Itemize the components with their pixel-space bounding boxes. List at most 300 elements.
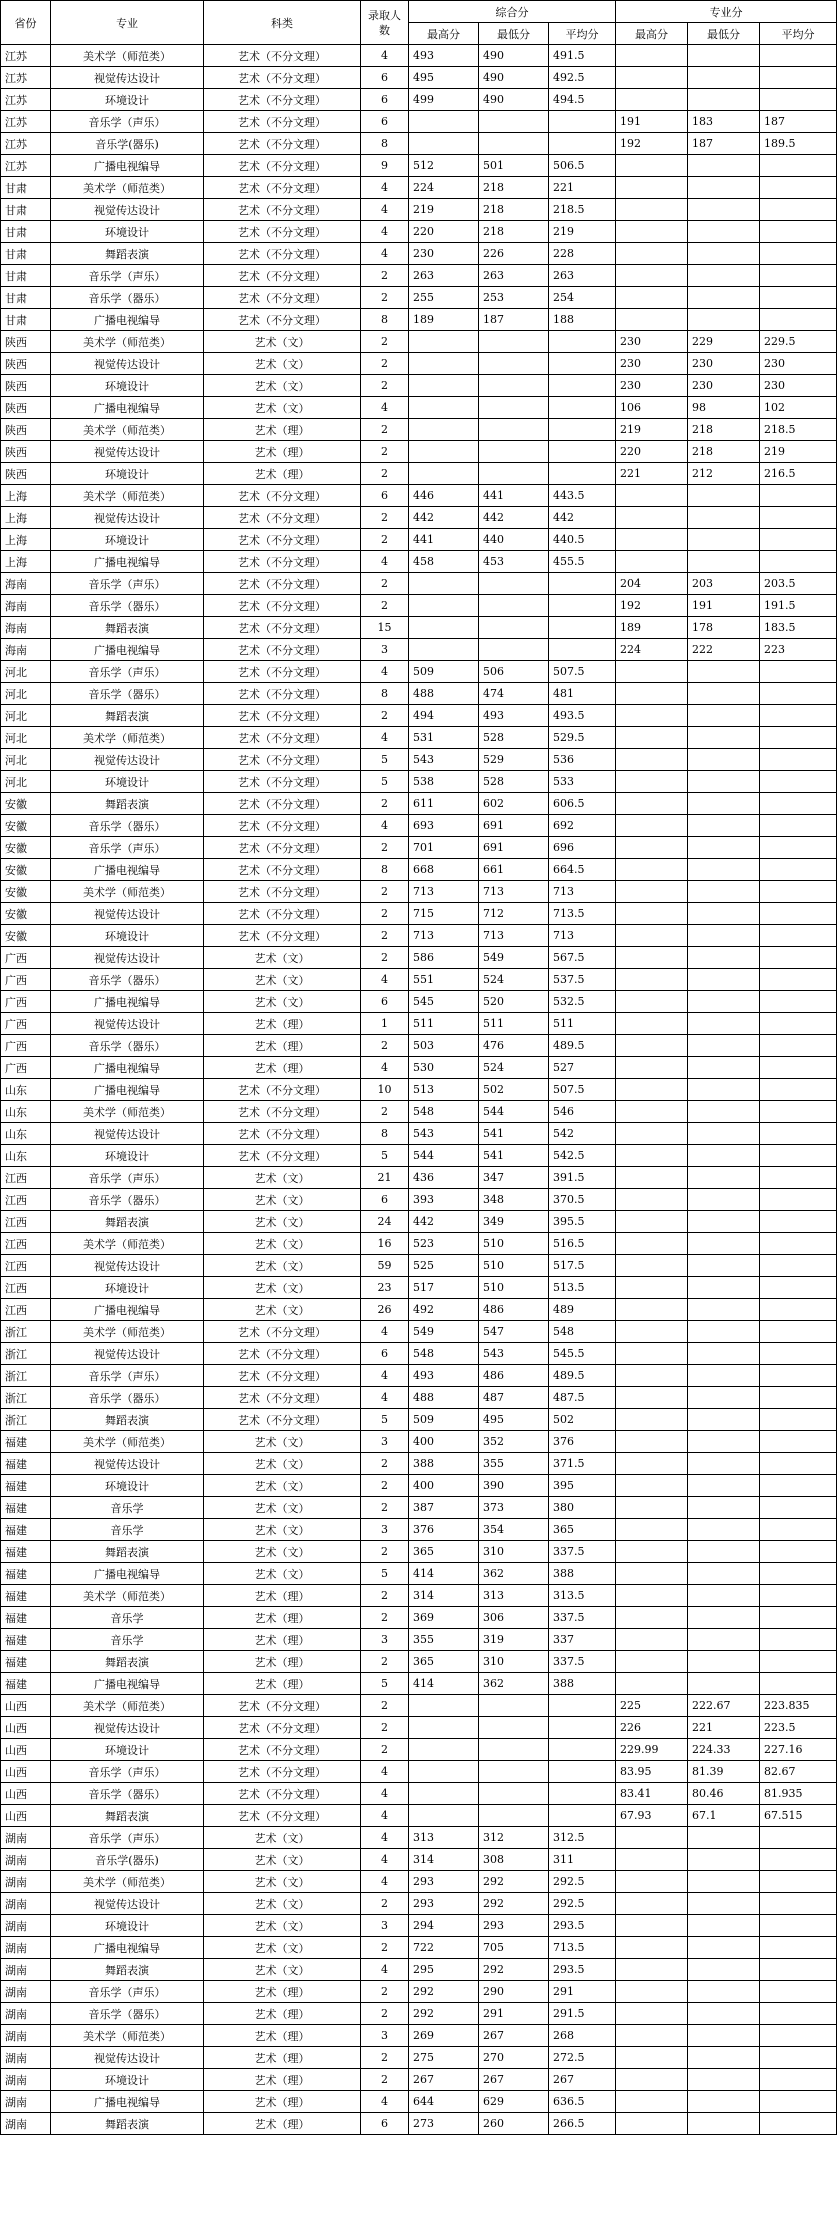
composite-low-cell: 349 xyxy=(479,1211,549,1233)
category-cell: 艺术（不分文理） xyxy=(204,1321,361,1343)
composite-avg-cell xyxy=(549,1783,616,1805)
major-cell: 广播电视编导 xyxy=(51,1057,204,1079)
table-row xyxy=(1,1717,837,1739)
header-professional-score: 专业分 xyxy=(616,1,837,23)
category-cell: 艺术（理） xyxy=(204,2091,361,2113)
composite-low-cell: 547 xyxy=(479,1321,549,1343)
composite-avg-cell: 268 xyxy=(549,2025,616,2047)
professional-low-cell xyxy=(688,221,760,243)
composite-avg-cell: 489.5 xyxy=(549,1035,616,1057)
category-cell: 艺术（理） xyxy=(204,2025,361,2047)
category-cell: 艺术（文） xyxy=(204,353,361,375)
professional-low-cell xyxy=(688,815,760,837)
composite-high-cell: 492 xyxy=(409,1299,479,1321)
admitted-count-cell: 6 xyxy=(361,1189,409,1211)
composite-avg-cell: 487.5 xyxy=(549,1387,616,1409)
composite-low-cell xyxy=(479,1783,549,1805)
professional-avg-cell xyxy=(760,1849,837,1871)
composite-low-cell: 263 xyxy=(479,265,549,287)
composite-avg-cell: 337.5 xyxy=(549,1541,616,1563)
composite-high-cell: 293 xyxy=(409,1893,479,1915)
admitted-count-cell: 6 xyxy=(361,89,409,111)
admitted-count-cell: 4 xyxy=(361,1805,409,1827)
category-cell: 艺术（不分文理） xyxy=(204,1145,361,1167)
composite-avg-cell: 507.5 xyxy=(549,661,616,683)
professional-high-cell xyxy=(616,1123,688,1145)
major-cell: 环境设计 xyxy=(51,529,204,551)
province-cell: 河北 xyxy=(1,771,51,793)
composite-avg-cell: 188 xyxy=(549,309,616,331)
professional-low-cell xyxy=(688,705,760,727)
composite-high-cell: 365 xyxy=(409,1651,479,1673)
province-cell: 福建 xyxy=(1,1431,51,1453)
composite-avg-cell xyxy=(549,463,616,485)
major-cell: 环境设计 xyxy=(51,221,204,243)
professional-high-cell xyxy=(616,1057,688,1079)
composite-avg-cell xyxy=(549,331,616,353)
province-cell: 安徽 xyxy=(1,837,51,859)
table-row xyxy=(1,331,837,353)
professional-low-cell xyxy=(688,2091,760,2113)
professional-low-cell xyxy=(688,1365,760,1387)
table-row xyxy=(1,45,837,67)
professional-low-cell xyxy=(688,1299,760,1321)
admitted-count-cell: 3 xyxy=(361,1519,409,1541)
composite-high-cell: 269 xyxy=(409,2025,479,2047)
composite-high-cell: 530 xyxy=(409,1057,479,1079)
category-cell: 艺术（不分文理） xyxy=(204,243,361,265)
professional-avg-cell xyxy=(760,1585,837,1607)
province-cell: 福建 xyxy=(1,1629,51,1651)
professional-avg-cell xyxy=(760,1519,837,1541)
category-cell: 艺术（不分文理） xyxy=(204,1079,361,1101)
professional-low-cell xyxy=(688,2113,760,2135)
composite-low-cell: 490 xyxy=(479,89,549,111)
composite-high-cell: 293 xyxy=(409,1871,479,1893)
province-cell: 山西 xyxy=(1,1783,51,1805)
professional-high-cell xyxy=(616,155,688,177)
professional-avg-cell xyxy=(760,1937,837,1959)
composite-avg-cell: 292.5 xyxy=(549,1871,616,1893)
composite-low-cell xyxy=(479,463,549,485)
professional-high-cell xyxy=(616,1431,688,1453)
professional-high-cell xyxy=(616,1189,688,1211)
major-cell: 音乐学 xyxy=(51,1497,204,1519)
table-row xyxy=(1,859,837,881)
professional-avg-cell xyxy=(760,1233,837,1255)
major-cell: 广播电视编导 xyxy=(51,991,204,1013)
major-cell: 音乐学（声乐） xyxy=(51,1167,204,1189)
province-cell: 福建 xyxy=(1,1563,51,1585)
category-cell: 艺术（文） xyxy=(204,397,361,419)
professional-avg-cell: 102 xyxy=(760,397,837,419)
professional-high-cell xyxy=(616,925,688,947)
composite-high-cell: 220 xyxy=(409,221,479,243)
category-cell: 艺术（不分文理） xyxy=(204,529,361,551)
major-cell: 舞蹈表演 xyxy=(51,2113,204,2135)
professional-low-cell xyxy=(688,1387,760,1409)
composite-low-cell: 226 xyxy=(479,243,549,265)
professional-low-cell xyxy=(688,1915,760,1937)
province-cell: 山西 xyxy=(1,1805,51,1827)
header-composite-high: 最高分 xyxy=(409,23,479,45)
composite-high-cell xyxy=(409,331,479,353)
composite-avg-cell xyxy=(549,1717,616,1739)
professional-low-cell: 183 xyxy=(688,111,760,133)
composite-low-cell: 493 xyxy=(479,705,549,727)
province-cell: 广西 xyxy=(1,991,51,1013)
professional-avg-cell xyxy=(760,1013,837,1035)
table-row xyxy=(1,1321,837,1343)
professional-avg-cell xyxy=(760,1409,837,1431)
header-composite-low: 最低分 xyxy=(479,23,549,45)
professional-high-cell xyxy=(616,67,688,89)
professional-low-cell: 229 xyxy=(688,331,760,353)
admitted-count-cell: 2 xyxy=(361,1893,409,1915)
category-cell: 艺术（不分文理） xyxy=(204,683,361,705)
professional-low-cell xyxy=(688,1585,760,1607)
professional-avg-cell xyxy=(760,793,837,815)
professional-avg-cell xyxy=(760,683,837,705)
table-row xyxy=(1,2113,837,2135)
composite-high-cell: 365 xyxy=(409,1541,479,1563)
composite-avg-cell: 388 xyxy=(549,1673,616,1695)
admitted-count-cell: 2 xyxy=(361,529,409,551)
admitted-count-cell: 4 xyxy=(361,661,409,683)
composite-high-cell: 388 xyxy=(409,1453,479,1475)
professional-high-cell: 230 xyxy=(616,331,688,353)
province-cell: 甘肃 xyxy=(1,177,51,199)
table-row xyxy=(1,2003,837,2025)
category-cell: 艺术（不分文理） xyxy=(204,133,361,155)
composite-low-cell: 354 xyxy=(479,1519,549,1541)
major-cell: 环境设计 xyxy=(51,925,204,947)
major-cell: 广播电视编导 xyxy=(51,551,204,573)
professional-avg-cell: 191.5 xyxy=(760,595,837,617)
table-row xyxy=(1,1387,837,1409)
major-cell: 舞蹈表演 xyxy=(51,1409,204,1431)
category-cell: 艺术（不分文理） xyxy=(204,1761,361,1783)
professional-avg-cell xyxy=(760,1673,837,1695)
composite-avg-cell: 221 xyxy=(549,177,616,199)
professional-avg-cell xyxy=(760,177,837,199)
composite-high-cell: 668 xyxy=(409,859,479,881)
table-row xyxy=(1,67,837,89)
admitted-count-cell: 1 xyxy=(361,1013,409,1035)
professional-avg-cell xyxy=(760,947,837,969)
composite-low-cell: 661 xyxy=(479,859,549,881)
table-row xyxy=(1,265,837,287)
professional-high-cell xyxy=(616,45,688,67)
province-cell: 福建 xyxy=(1,1519,51,1541)
composite-avg-cell: 443.5 xyxy=(549,485,616,507)
composite-avg-cell: 527 xyxy=(549,1057,616,1079)
major-cell: 音乐学（声乐） xyxy=(51,1365,204,1387)
composite-high-cell: 313 xyxy=(409,1827,479,1849)
province-cell: 广西 xyxy=(1,969,51,991)
composite-high-cell: 713 xyxy=(409,881,479,903)
professional-high-cell xyxy=(616,287,688,309)
professional-avg-cell xyxy=(760,221,837,243)
category-cell: 艺术（文） xyxy=(204,1233,361,1255)
table-row xyxy=(1,2091,837,2113)
composite-high-cell: 314 xyxy=(409,1585,479,1607)
table-row xyxy=(1,397,837,419)
composite-high-cell: 355 xyxy=(409,1629,479,1651)
province-cell: 安徽 xyxy=(1,925,51,947)
professional-high-cell xyxy=(616,1893,688,1915)
professional-avg-cell: 223 xyxy=(760,639,837,661)
admitted-count-cell: 4 xyxy=(361,397,409,419)
composite-avg-cell: 696 xyxy=(549,837,616,859)
admitted-count-cell: 2 xyxy=(361,1585,409,1607)
table-row xyxy=(1,309,837,331)
professional-low-cell xyxy=(688,309,760,331)
composite-avg-cell: 545.5 xyxy=(549,1343,616,1365)
province-cell: 陕西 xyxy=(1,419,51,441)
category-cell: 艺术（理） xyxy=(204,2069,361,2091)
category-cell: 艺术（文） xyxy=(204,1871,361,1893)
category-cell: 艺术（不分文理） xyxy=(204,1717,361,1739)
admitted-count-cell: 5 xyxy=(361,1673,409,1695)
admitted-count-cell: 4 xyxy=(361,221,409,243)
table-row xyxy=(1,419,837,441)
province-cell: 山东 xyxy=(1,1123,51,1145)
composite-avg-cell: 481 xyxy=(549,683,616,705)
professional-avg-cell xyxy=(760,661,837,683)
admitted-count-cell: 4 xyxy=(361,727,409,749)
professional-low-cell xyxy=(688,1431,760,1453)
composite-low-cell: 529 xyxy=(479,749,549,771)
composite-avg-cell: 511 xyxy=(549,1013,616,1035)
professional-low-cell xyxy=(688,155,760,177)
admitted-count-cell: 2 xyxy=(361,903,409,925)
composite-low-cell: 260 xyxy=(479,2113,549,2135)
major-cell: 视觉传达设计 xyxy=(51,441,204,463)
composite-low-cell: 293 xyxy=(479,1915,549,1937)
professional-high-cell xyxy=(616,1585,688,1607)
composite-high-cell: 219 xyxy=(409,199,479,221)
major-cell: 环境设计 xyxy=(51,771,204,793)
category-cell: 艺术（不分文理） xyxy=(204,1387,361,1409)
composite-low-cell xyxy=(479,375,549,397)
composite-avg-cell: 493.5 xyxy=(549,705,616,727)
header-composite-score: 综合分 xyxy=(409,1,616,23)
composite-high-cell: 400 xyxy=(409,1475,479,1497)
major-cell: 广播电视编导 xyxy=(51,309,204,331)
professional-avg-cell xyxy=(760,771,837,793)
category-cell: 艺术（理） xyxy=(204,1607,361,1629)
category-cell: 艺术（文） xyxy=(204,969,361,991)
province-cell: 江西 xyxy=(1,1255,51,1277)
table-row xyxy=(1,661,837,683)
table-row xyxy=(1,551,837,573)
professional-high-cell xyxy=(616,551,688,573)
admitted-count-cell: 2 xyxy=(361,1607,409,1629)
professional-low-cell xyxy=(688,1871,760,1893)
composite-low-cell: 310 xyxy=(479,1541,549,1563)
province-cell: 浙江 xyxy=(1,1343,51,1365)
category-cell: 艺术（文） xyxy=(204,1827,361,1849)
professional-avg-cell xyxy=(760,2069,837,2091)
composite-high-cell xyxy=(409,573,479,595)
professional-avg-cell xyxy=(760,1431,837,1453)
professional-avg-cell xyxy=(760,1343,837,1365)
composite-high-cell xyxy=(409,463,479,485)
table-row xyxy=(1,199,837,221)
table-row xyxy=(1,441,837,463)
table-row xyxy=(1,1607,837,1629)
composite-low-cell: 310 xyxy=(479,1651,549,1673)
major-cell: 美术学（师范类） xyxy=(51,881,204,903)
category-cell: 艺术（不分文理） xyxy=(204,705,361,727)
professional-low-cell xyxy=(688,287,760,309)
category-cell: 艺术（不分文理） xyxy=(204,617,361,639)
province-cell: 浙江 xyxy=(1,1321,51,1343)
table-row xyxy=(1,1629,837,1651)
professional-avg-cell xyxy=(760,1189,837,1211)
composite-high-cell xyxy=(409,1783,479,1805)
composite-low-cell: 502 xyxy=(479,1079,549,1101)
professional-avg-cell xyxy=(760,2047,837,2069)
composite-avg-cell: 380 xyxy=(549,1497,616,1519)
composite-high-cell: 314 xyxy=(409,1849,479,1871)
composite-high-cell: 458 xyxy=(409,551,479,573)
professional-high-cell xyxy=(616,815,688,837)
table-row xyxy=(1,1299,837,1321)
composite-high-cell: 189 xyxy=(409,309,479,331)
table-row xyxy=(1,2047,837,2069)
composite-high-cell: 441 xyxy=(409,529,479,551)
professional-avg-cell xyxy=(760,1035,837,1057)
professional-low-cell xyxy=(688,1541,760,1563)
composite-avg-cell xyxy=(549,1739,616,1761)
professional-low-cell xyxy=(688,89,760,111)
professional-avg-cell xyxy=(760,89,837,111)
composite-avg-cell: 548 xyxy=(549,1321,616,1343)
professional-low-cell xyxy=(688,67,760,89)
table-row xyxy=(1,1145,837,1167)
professional-low-cell xyxy=(688,1893,760,1915)
admitted-count-cell: 16 xyxy=(361,1233,409,1255)
major-cell: 视觉传达设计 xyxy=(51,67,204,89)
professional-low-cell xyxy=(688,1981,760,2003)
composite-high-cell xyxy=(409,133,479,155)
professional-low-cell xyxy=(688,2025,760,2047)
professional-high-cell xyxy=(616,1673,688,1695)
admitted-count-cell: 2 xyxy=(361,925,409,947)
composite-high-cell: 488 xyxy=(409,683,479,705)
admitted-count-cell: 2 xyxy=(361,353,409,375)
professional-avg-cell xyxy=(760,1453,837,1475)
major-cell: 环境设计 xyxy=(51,1915,204,1937)
composite-avg-cell xyxy=(549,375,616,397)
professional-high-cell xyxy=(616,1211,688,1233)
composite-avg-cell: 516.5 xyxy=(549,1233,616,1255)
professional-low-cell: 187 xyxy=(688,133,760,155)
major-cell: 环境设计 xyxy=(51,1475,204,1497)
professional-low-cell xyxy=(688,1651,760,1673)
province-cell: 河北 xyxy=(1,749,51,771)
major-cell: 舞蹈表演 xyxy=(51,1805,204,1827)
admitted-count-cell: 3 xyxy=(361,2025,409,2047)
admitted-count-cell: 4 xyxy=(361,1871,409,1893)
composite-low-cell: 602 xyxy=(479,793,549,815)
admitted-count-cell: 2 xyxy=(361,1035,409,1057)
professional-low-cell xyxy=(688,1101,760,1123)
province-cell: 湖南 xyxy=(1,2047,51,2069)
professional-low-cell xyxy=(688,1497,760,1519)
professional-low-cell xyxy=(688,1959,760,1981)
major-cell: 舞蹈表演 xyxy=(51,617,204,639)
composite-high-cell: 509 xyxy=(409,661,479,683)
composite-avg-cell: 311 xyxy=(549,1849,616,1871)
composite-avg-cell: 542.5 xyxy=(549,1145,616,1167)
major-cell: 视觉传达设计 xyxy=(51,353,204,375)
composite-avg-cell xyxy=(549,1695,616,1717)
category-cell: 艺术（文） xyxy=(204,1475,361,1497)
professional-low-cell xyxy=(688,1145,760,1167)
professional-avg-cell: 203.5 xyxy=(760,573,837,595)
table-row xyxy=(1,903,837,925)
table-row xyxy=(1,1937,837,1959)
province-cell: 安徽 xyxy=(1,903,51,925)
professional-low-cell xyxy=(688,199,760,221)
province-cell: 湖南 xyxy=(1,2003,51,2025)
table-row xyxy=(1,881,837,903)
professional-high-cell xyxy=(616,1651,688,1673)
table-row xyxy=(1,1123,837,1145)
admitted-count-cell: 24 xyxy=(361,1211,409,1233)
professional-high-cell xyxy=(616,683,688,705)
professional-avg-cell xyxy=(760,1387,837,1409)
composite-low-cell: 292 xyxy=(479,1959,549,1981)
province-cell: 河北 xyxy=(1,661,51,683)
category-cell: 艺术（不分文理） xyxy=(204,749,361,771)
admitted-count-cell: 2 xyxy=(361,2069,409,2091)
composite-high-cell: 292 xyxy=(409,2003,479,2025)
professional-high-cell xyxy=(616,1145,688,1167)
header-admitted: 录取人数 xyxy=(361,1,409,45)
professional-high-cell xyxy=(616,309,688,331)
professional-low-cell: 98 xyxy=(688,397,760,419)
major-cell: 音乐学（器乐） xyxy=(51,815,204,837)
major-cell: 音乐学（器乐） xyxy=(51,1189,204,1211)
table-row xyxy=(1,1233,837,1255)
admitted-count-cell: 5 xyxy=(361,1563,409,1585)
composite-low-cell: 352 xyxy=(479,1431,549,1453)
province-cell: 山西 xyxy=(1,1739,51,1761)
composite-avg-cell: 272.5 xyxy=(549,2047,616,2069)
professional-low-cell: 67.1 xyxy=(688,1805,760,1827)
composite-high-cell: 551 xyxy=(409,969,479,991)
professional-low-cell xyxy=(688,177,760,199)
composite-avg-cell: 219 xyxy=(549,221,616,243)
table-row xyxy=(1,815,837,837)
professional-avg-cell: 223.5 xyxy=(760,1717,837,1739)
composite-high-cell xyxy=(409,397,479,419)
major-cell: 环境设计 xyxy=(51,463,204,485)
admitted-count-cell: 5 xyxy=(361,1409,409,1431)
professional-avg-cell xyxy=(760,705,837,727)
major-cell: 舞蹈表演 xyxy=(51,705,204,727)
composite-avg-cell: 507.5 xyxy=(549,1079,616,1101)
category-cell: 艺术（理） xyxy=(204,441,361,463)
province-cell: 甘肃 xyxy=(1,265,51,287)
major-cell: 美术学（师范类） xyxy=(51,177,204,199)
major-cell: 视觉传达设计 xyxy=(51,1893,204,1915)
category-cell: 艺术（不分文理） xyxy=(204,661,361,683)
